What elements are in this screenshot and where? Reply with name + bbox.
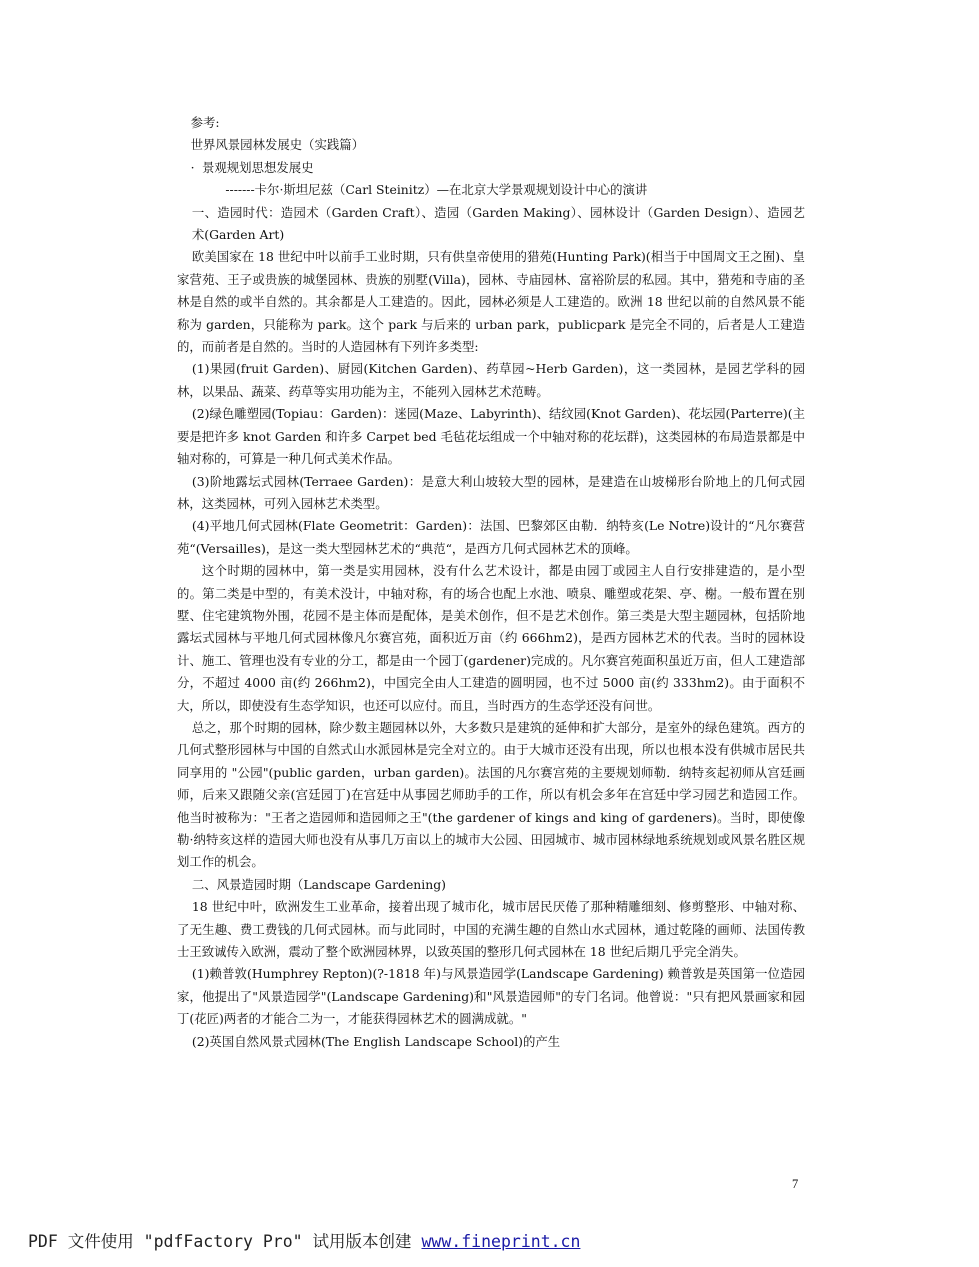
- bullet-item: [177, 157, 805, 179]
- reference-label: 参考:: [190, 115, 220, 130]
- paragraph-6: 这个时期的园林中，第一类是实用园林，没有什么艺术设计，都是由园丁或园主人自行安排建造的，是小型的。第二类是中型的，有美术没计，中轴对称，有的场合也配上水池、喷泉、雕塑或花架、亭、榭。一般布置在别墅、住宅建筑物外围，花园不是主体而是配体，是美术创作，但不是艺术创作。第三类是大型主题园林，包括阶地露坛式园林与平地几何式园林像凡尔赛宫苑，面积近万亩（约 666hm2)，是西方园林艺术的代表。当时的园林设计、施工、管理也没有专业的分工，都是由一个园丁(gardener)完成的。凡尔赛宫苑面积虽近万亩，但人工建造部分，不超过 4000 亩(约 266hm2)，中国完全由人工建造的圆明园，也不过 5000 亩(约 333hm2)。由于面积不大，所以，即使没有生态学知识，也还可以应付。而且，当时西方的生态学还没有问世。: [177, 563, 805, 713]
- paragraph-8: 18 世纪中叶，欧洲发生工业革命，接着出现了城市化，城市居民厌倦了那种精雕细刻、修剪整形、中轴对称、了无生趣、费工费钱的几何式园林。而与此同时，中国的充满生趣的自然山水式园林，通过乾隆的画师、法国传教士王致诚传入欧洲，震动了整个欧洲园林界，以致英国的整形几何式园林在 18 世纪后期几乎完全消失。: [177, 899, 805, 960]
- paragraph-1: 欧美国家在 18 世纪中叶以前手工业时期，只有供皇帝使用的猎苑(Hunting Park)(相当于中国周文王之囿)、皇家营苑、王子或贵族的城堡园林、贵族的别墅(Villa)，园林、寺庙园林、富裕阶层的私园。其中，猎苑和寺庙的圣林是自然的或半自然的。其余都是人工建造的。因此，园林必须是人工建造的。欧洲 18 世纪以前的自然风景不能称为 garden，只能称为 park。这个 park 与后来的 urban park，publicpark 是完全不同的，后者是人工建造的，而前者是自然的。当时的人造园林有下列许多类型:: [177, 249, 805, 355]
- paragraph-5: (4)平地几何式园林(Flate Geometrit：Garden)：法国、巴黎郊区由勒．纳特亥(Le Notre)设计的“凡尔赛营苑“(Versailles)，是这一类大型园林艺术的“典范“，是西方几何式园林艺术的顶峰。: [177, 518, 805, 556]
- paragraph-9: (1)赖普敦(Humphrey Repton)(?-1818 年)与风景造园学(Landscape Gardening) 赖普敦是英国第一位造园家，他提出了"风景造园学"(Landscape Gardening)和"风景造园师"的专门名词。他曾说："只有把风景画家和园丁(花匠)两者的才能合二为一，才能获得园林艺术的圆满成就。": [177, 966, 805, 1027]
- section-2-heading: 二、风景造园时期（Landscape Gardening): [191, 876, 446, 892]
- paragraph-7: 总之，那个时期的园林，除少数主题园林以外，大多数只是建筑的延伸和扩大部分，是室外的绿色建筑。西方的几何式整形园林与中国的自然式山水派园林是完全对立的。由于大城市还没有出现，所以也根本没有供城市居民共同享用的 "公园"(public garden，urban garden)。法国的凡尔赛宫苑的主要规划师勒．纳特亥起初师从宫廷画师，后来又跟随父亲(宫廷园丁)在宫廷中从事园艺师助手的工作，所以有机会多年在宫廷中学习园艺和造园工作。他当时被称为："王者之造园师和造园师之王"(the gardener of kings and king of gardeners)。当时，即使像勒·纳特亥这样的造园大师也没有从事几万亩以上的城市大公园、田园城市、城市园林绿地系统规划或风景名胜区规划工作的机会。: [177, 719, 805, 870]
- page-number: 7: [792, 1177, 799, 1191]
- bullet-title: 景观规划思想发展史: [202, 159, 314, 175]
- paragraph-10: (2)英国自然风景式园林(The English Landscape School)的产生: [191, 1033, 561, 1049]
- bullet-icon: ·: [190, 159, 195, 175]
- footer-text: PDF 文件使用 "pdfFactory Pro" 试用版本创建: [28, 1232, 422, 1251]
- pdf-footer: [28, 1228, 580, 1252]
- section-1-heading: 一、造园时代：造园术（Garden Craft）、造园（Garden Making）、园林设计（Garden Design）、造园艺术(Garden Art): [191, 204, 805, 243]
- paragraph-4: (3)阶地露坛式园林(Terraee Garden)：是意大利山坡较大型的园林，是建造在山坡梯形台阶地上的几何式园林，这类园林，可列入园林艺术类型。: [177, 473, 805, 511]
- speech-subtitle: -------卡尔·斯坦尼兹（Carl Steinitz）—在北京大学景观规划设计中心的演讲: [225, 182, 648, 198]
- document-body: [177, 112, 805, 1053]
- paragraph-3: (2)绿色雕塑园(Topiau：Garden)：迷园(Maze、Labyrinth)、结纹园(Knot Garden)、花坛园(Parterre)(主要是把许多 knot Garden 和许多 Carpet bed 毛毡花坛组成一个中轴对称的花坛群)，这类园林的布局造景都是中轴对称的，可算是一种几何式美术作品。: [177, 406, 805, 467]
- footer-link[interactable]: www.fineprint.cn: [421, 1232, 581, 1251]
- paragraph-2: (1)果园(fruit Garden)、厨园(Kitchen Garden)、药草园~Herb Garden)，这一类园林，是园艺学科的园林，以果品、蔬菜、药草等实用功能为主，不能列入园林艺术范畴。: [177, 361, 805, 399]
- reference-book: 世界风景园林发展史（实践篇）: [190, 137, 365, 153]
